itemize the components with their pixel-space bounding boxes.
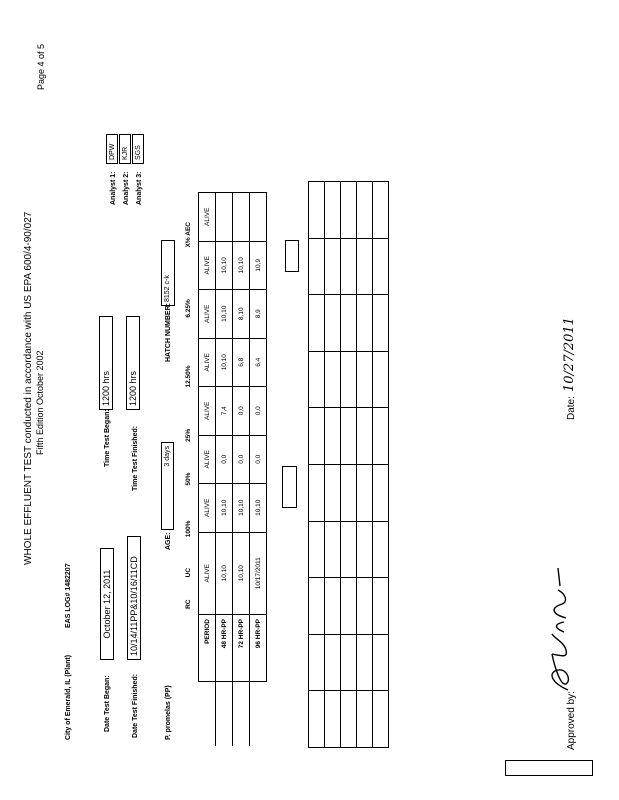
time-test-began-field: 1200 hrs <box>99 316 113 410</box>
period-label: 96 HR-PP <box>250 615 267 682</box>
table-cell: 10,10 <box>250 484 267 533</box>
stub-box <box>285 240 299 272</box>
age-label: AGE: <box>165 532 172 550</box>
conc-6-25: 6.25% <box>184 299 192 318</box>
approver-signature <box>544 564 581 694</box>
empty-grid <box>308 181 389 748</box>
period-label: 48 HR-PP <box>216 615 233 682</box>
table-cell <box>216 193 233 242</box>
conc-12-5: 12.50% <box>184 365 192 388</box>
table-row <box>373 182 389 748</box>
date-test-finished-field: 10/14/11PP&10/16/11CD <box>127 536 141 660</box>
table-cell: 0,0 <box>233 435 250 484</box>
hatch-number-label: HATCH NUMBER: <box>165 303 172 362</box>
table-cell: 0,0 <box>250 435 267 484</box>
table-row <box>325 182 341 748</box>
alive-cell: ALIVE <box>199 290 216 339</box>
table-cell: 10,10 <box>216 290 233 339</box>
time-test-finished-label: Time Test Finished: <box>132 425 139 491</box>
table-row <box>341 182 357 748</box>
time-test-began-label: Time Test Began: <box>104 409 111 467</box>
alive-cell: ALIVE <box>199 241 216 290</box>
period-header: PERIOD <box>199 615 216 682</box>
survival-table <box>198 192 267 746</box>
organism-name: P. promelas (PP) <box>165 685 172 740</box>
approved-by-label: Approved by: <box>566 691 577 750</box>
conc-uc: UC <box>184 567 192 578</box>
table-cell: 0,0 <box>216 435 233 484</box>
conc-50: 50% <box>184 472 192 486</box>
alive-cell: ALIVE <box>199 532 216 614</box>
table-cell: 10,9 <box>250 241 267 290</box>
conc-25: 25% <box>184 428 192 442</box>
table-cell <box>250 193 267 242</box>
time-test-finished-field: 1200 hrs <box>126 316 140 410</box>
table-row <box>199 193 216 747</box>
table-cell: 0,0 <box>233 387 250 436</box>
table-cell: 10,10 <box>216 484 233 533</box>
period-label: 72 HR-PP <box>233 615 250 682</box>
analyst-2-field: KJR <box>119 134 131 164</box>
table-cell: 10,10 <box>216 338 233 387</box>
table-row <box>309 182 325 748</box>
analyst-2-label: Analyst 2: <box>123 171 130 205</box>
analyst-1-field: DPW <box>106 134 118 164</box>
alive-cell: ALIVE <box>199 484 216 533</box>
table-cell: 7,4 <box>216 387 233 436</box>
table-cell: 10,10 <box>233 241 250 290</box>
table-cell: 10,10 <box>216 532 233 614</box>
conc-100: 100% <box>184 520 192 538</box>
document-subtitle: Fifth Edition October 2002 <box>35 350 45 455</box>
table-row <box>233 193 250 747</box>
table-cell: 6,4 <box>250 338 267 387</box>
conc-rc: RC <box>184 599 192 609</box>
table-row <box>216 193 233 747</box>
table-row <box>357 182 373 748</box>
concentration-header <box>182 192 194 682</box>
age-field: 3 days <box>161 442 174 530</box>
table-cell: 10,10 <box>233 532 250 614</box>
date-test-began-label: Date Test Began: <box>104 675 111 732</box>
alive-cell: ALIVE <box>199 387 216 436</box>
facility-city: City of Emerald, IL (Plant) <box>65 654 72 740</box>
table-cell: 8,10 <box>233 290 250 339</box>
date-test-began-field: October 12, 2011 <box>100 548 114 660</box>
date-label: Date: <box>566 396 577 420</box>
analyst-3-field: SGS <box>132 134 144 164</box>
table-cell: 6,8 <box>233 338 250 387</box>
table-cell: 10,10 <box>233 484 250 533</box>
alive-cell: ALIVE <box>199 193 216 242</box>
table-cell: 10/17/2011 <box>250 532 267 614</box>
table-cell <box>233 193 250 242</box>
table-row <box>250 193 267 747</box>
stub-box <box>282 466 297 508</box>
eas-log: EAS LOG# 1482207 <box>65 563 72 628</box>
approval-date: 10/27/2011 <box>562 317 577 392</box>
table-cell: 8,9 <box>250 290 267 339</box>
page-number: Page 4 of 5 <box>36 43 46 90</box>
bottom-bar <box>505 760 593 776</box>
conc-aec: X% AEC <box>184 222 192 248</box>
table-cell: 0,0 <box>250 387 267 436</box>
document-title: WHOLE EFFLUENT TEST conducted in accordance with US EPA 600/4-90/027 <box>23 211 34 565</box>
hatch-number-field: 8152 c-k <box>161 240 175 306</box>
alive-cell: ALIVE <box>199 435 216 484</box>
date-test-finished-label: Date Test Finished: <box>132 673 139 738</box>
table-cell: 10,10 <box>216 241 233 290</box>
alive-cell: ALIVE <box>199 338 216 387</box>
analyst-1-label: Analyst 1: <box>110 171 117 205</box>
analyst-3-label: Analyst 3: <box>136 171 143 205</box>
